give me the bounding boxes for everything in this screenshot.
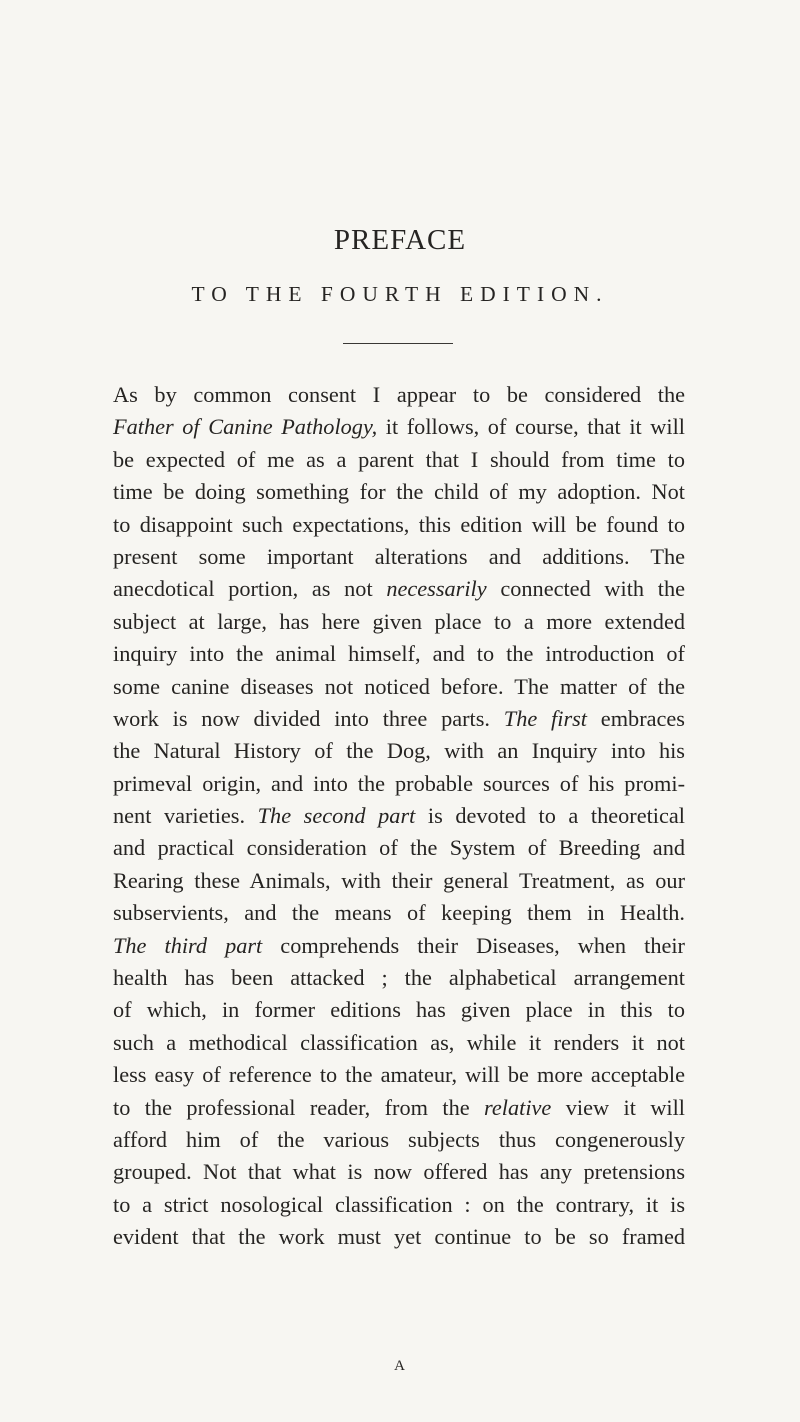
text-run: the Natural History of the Dog, with an Inquiry into his: [113, 738, 685, 764]
text-line: [113, 606, 685, 638]
text-run: primeval origin, and into the probable sources of his promi-: [113, 770, 685, 796]
text-line: [113, 541, 685, 573]
text-line: [113, 638, 685, 670]
text-line: [113, 930, 685, 962]
text-run: health has been attacked ; the alphabetical arrangement: [113, 965, 685, 991]
text-run: subject at large, has here given place to a more extended: [113, 608, 685, 634]
text-line: [113, 379, 685, 411]
text-line: [113, 1189, 685, 1221]
text-line: [113, 1092, 685, 1124]
text-run: present some important alterations and additions. The: [113, 543, 685, 569]
text-run: afford him of the various subjects thus congenerously: [113, 1126, 685, 1152]
text-run: connected with the: [486, 576, 685, 602]
text-run: grouped. Not that what is now offered has any pretensions: [113, 1159, 685, 1185]
italic-text: necessarily: [386, 576, 487, 602]
text-run: is devoted to a theoretical: [415, 803, 685, 829]
text-line: [113, 703, 685, 735]
italic-text: The third part: [113, 932, 263, 958]
text-run: it follows, of course, that it will: [377, 414, 685, 440]
text-run: to the professional reader, from the: [113, 1094, 485, 1120]
text-run: view it will: [551, 1094, 686, 1120]
text-line: [113, 897, 685, 929]
text-line: [113, 1124, 685, 1156]
signature-mark: A: [394, 1358, 406, 1374]
text-run: to disappoint such expectations, this edition will be found to: [113, 511, 685, 537]
text-run: nent varieties.: [113, 803, 258, 829]
text-line: [113, 509, 685, 541]
text-line: [113, 1059, 685, 1091]
text-line: [113, 1027, 685, 1059]
text-line: [113, 476, 685, 508]
text-line: [113, 671, 685, 703]
text-run: some canine diseases not noticed before. The matter of the: [113, 673, 685, 699]
text-run: As by common consent I appear to be considered the: [113, 382, 685, 407]
text-run: of which, in former editions has given place in this to: [113, 997, 685, 1023]
preface-paragraph: [113, 379, 685, 1254]
text-run: to a strict nosological classification : on the contrary, it is: [113, 1191, 685, 1217]
text-run: less easy of reference to the amateur, will be more acceptable: [113, 1062, 685, 1088]
text-line: [113, 832, 685, 864]
text-line: [113, 800, 685, 832]
italic-text: The first: [503, 705, 587, 731]
text-run: inquiry into the animal himself, and to the introduction of: [113, 641, 685, 667]
text-line: [113, 411, 685, 443]
italic-text: relative: [484, 1094, 552, 1120]
text-run: subservients, and the means of keeping them in Health.: [113, 900, 685, 926]
text-line: [113, 865, 685, 897]
text-run: anecdotical portion, as not: [113, 576, 387, 602]
page-title: PREFACE: [333, 224, 467, 256]
page-subtitle: TO THE FOURTH EDITION.: [191, 282, 609, 306]
text-line: [113, 1221, 685, 1253]
text-line: [113, 1156, 685, 1188]
text-line: [113, 962, 685, 994]
text-run: Rearing these Animals, with their general Treatment, as our: [113, 867, 685, 893]
text-line: [113, 768, 685, 800]
text-line: [113, 444, 685, 476]
text-run: comprehends their Diseases, when their: [262, 932, 685, 958]
text-run: be expected of me as a parent that I should from time to: [113, 446, 685, 472]
text-run: work is now divided into three parts.: [113, 705, 504, 731]
italic-text: Father of Canine Pathology,: [113, 414, 378, 440]
text-run: and practical consideration of the System of Breeding and: [113, 835, 685, 861]
text-run: time be doing something for the child of my adoption. Not: [113, 479, 685, 505]
text-line: [113, 994, 685, 1026]
text-line: [113, 573, 685, 605]
italic-text: The second part: [257, 803, 416, 829]
title-divider: [343, 343, 453, 344]
text-run: evident that the work must yet continue to be so framed: [113, 1224, 685, 1250]
text-run: embraces: [587, 705, 685, 731]
text-run: such a methodical classification as, while it renders it not: [113, 1029, 685, 1055]
text-line: [113, 735, 685, 767]
